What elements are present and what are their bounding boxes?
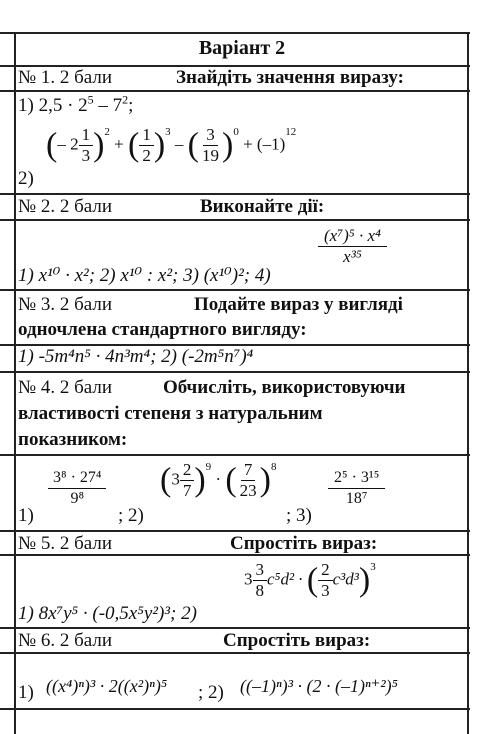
term: c⁵d² · [267,569,303,589]
task6-points: № 6. 2 бали [18,630,113,651]
rule [0,32,470,34]
task1-item2-label: 2) [18,168,34,189]
item1-text: – 7 [93,95,123,116]
variant-title: Варіант 2 [198,37,286,59]
task1-item2-expression: (– 2 $\frac{1}{3}$ )$^2$ + ( $\frac{1}{2}$ )$^3$ – ( $\frac{3}{19}$ )$^0 + (-1)^{12}$ [46,125,297,165]
power: 0 [233,126,239,139]
task1-points: № 1. 2 бали [18,67,113,88]
task6-expression2: ((–1)ⁿ)³ · (2 · (–1)ⁿ⁺²)⁵ [240,676,398,696]
rule [0,454,470,456]
item1-text: ; [128,95,134,116]
mixed-whole: 3 [171,469,180,489]
task6-header [18,630,466,652]
task5-header [18,533,466,555]
task4-points: № 4. 2 бали [18,377,113,398]
task3-instruction-cont: одночлена стандартного вигляду: [18,319,307,340]
power: 3 [370,561,376,574]
task4-label2: ; 2) [118,505,144,526]
fraction: $\frac{2}{7}$ [180,460,195,501]
fraction: $\frac{3}{19}$ [201,125,219,165]
task2-fraction: $\frac{\text{(x⁷)⁵ · x⁴}}{\text{x³⁵}}$ [318,226,387,267]
fraction: $\frac{1}{2}$ [139,125,154,166]
task2-instruction: Виконайте дії: [200,196,325,217]
task4-fraction-a: $\frac{\text{3⁸ · 27⁴}}{\text{9⁸}}$ [48,468,106,509]
task4-header [18,377,466,399]
task6-instruction: Спростіть вираз: [223,630,371,651]
operator: + [243,134,253,154]
task5-item1: 1) 8x⁷y⁵ · (-0,5x⁵y²)³; 2) [18,603,197,624]
rule [0,627,470,629]
task6-expression1: ((x⁴)ⁿ)³ · 2((x²)ⁿ)⁵ [46,676,168,696]
task4-expression-b: (3 $\frac{2}{7}$ )$^9$ · ( $\frac{7}{23}$ )$^8$ [160,460,277,500]
rule [0,90,470,92]
rule [0,652,470,654]
task3-header [18,294,466,316]
rule [0,219,470,221]
fraction: $\frac{3}{8}$ [253,560,268,601]
exponent: 5 [87,92,94,107]
minus-one: (–1) [256,134,286,154]
task4-instruction-cont2: показником: [18,429,128,450]
rule [0,708,470,710]
rule [0,289,470,291]
task5-points: № 5. 2 бали [18,533,113,554]
power: 8 [270,461,277,474]
fraction: $\frac{1}{3}$ [79,125,94,166]
task5-instruction: Спростіть вираз: [230,533,378,554]
term: c³d³ [332,569,359,589]
mixed-whole: – 2 [57,134,79,154]
task4-label3: ; 3) [286,505,312,526]
task3-items: 1) -5m⁴n⁵ · 4n³m⁴; 2) (-2m⁵n⁷)⁴ [18,346,254,367]
power: 3 [165,126,171,139]
rule [0,371,470,373]
fraction: $\frac{7}{23}$ [239,460,257,500]
rule [0,530,470,532]
task6-separator: ; 2) [198,682,224,703]
operator: – [174,134,184,154]
power: 12 [285,126,297,139]
task4-label1: 1) [18,505,34,526]
task3-points: № 3. 2 бали [18,294,113,315]
exponent: 2 [122,92,129,107]
task1-instruction: Знайдіть значення виразу: [176,67,404,88]
task1-header [18,67,466,89]
task5-expression2: 3 $\frac{3}{8}$ c⁵d² · ( $\frac{2}{3}$ c³d³)$^3$ [244,560,376,600]
task2-header [18,196,466,218]
task4-instruction: Обчисліть, використовуючи [163,377,406,398]
operator: · [215,469,222,489]
power: 2 [104,126,110,139]
power: 9 [205,461,212,474]
task4-instruction-cont: властивості степеня з натуральним [18,403,323,424]
mixed-whole: 3 [244,569,253,589]
task2-items: 1) x¹⁰ · x²; 2) x¹⁰ : x²; 3) (x¹⁰)²; 4) [18,265,271,286]
task3-instruction: Подайте вираз у вигляді [194,294,403,315]
task1-item1 [18,92,134,117]
rule [0,193,470,195]
task2-points: № 2. 2 бали [18,196,113,217]
item1-text: 1) 2,5 · 2 [18,95,88,116]
operator: + [114,134,124,154]
fraction: $\frac{2}{3}$ [318,560,333,601]
task6-label1: 1) [18,682,34,703]
task4-fraction-d: $\frac{\text{2⁵ · 3¹⁵}}{\text{18⁷}}$ [328,468,385,509]
